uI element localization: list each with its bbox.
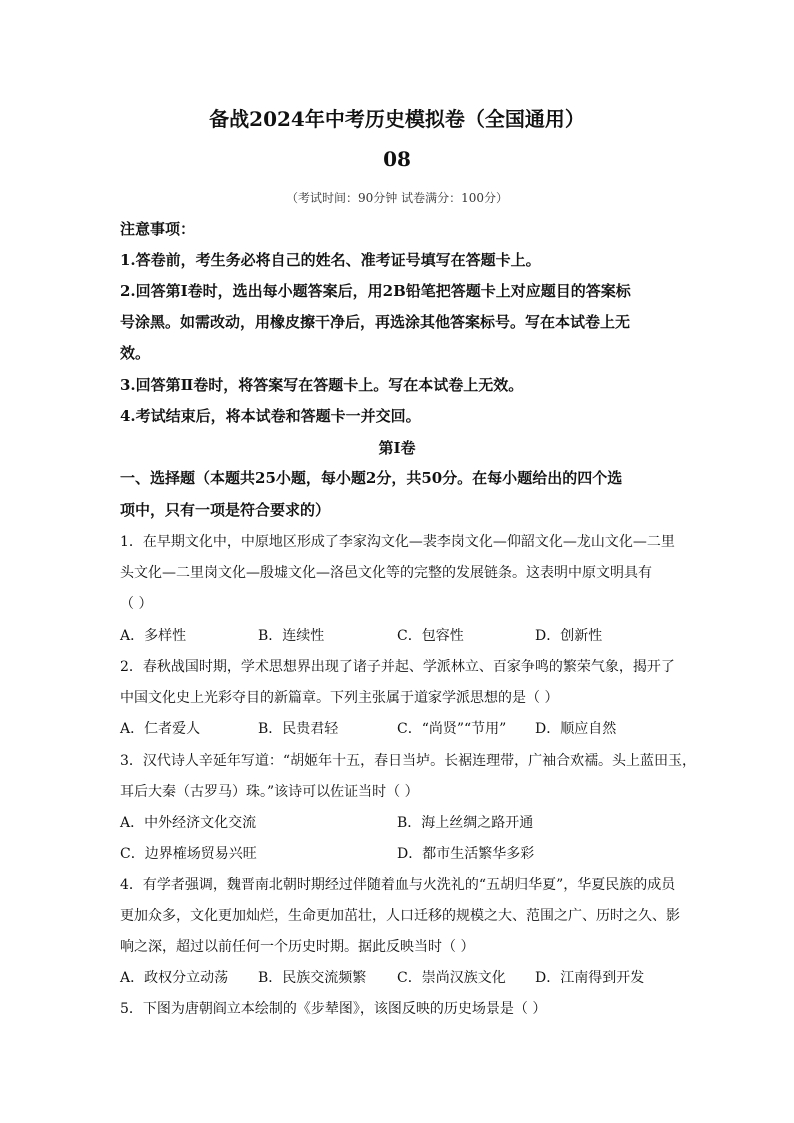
question-2-option-a[interactable]: A．仁者爱人 (120, 721, 201, 737)
question-3-option-b[interactable]: B．海上丝绸之路开通 (397, 815, 534, 831)
question-1-text: 头文化—二里岗文化—殷墟文化—洛邑文化等的完整的发展链条。这表明中原文明具有 (120, 565, 652, 581)
question-3-option-a[interactable]: A．中外经济文化交流 (120, 815, 257, 831)
question-3-option-d[interactable]: D．都市生活繁华多彩 (397, 846, 535, 862)
note-item: 号涂黑。如需改动，用橡皮擦干净后，再选涂其他答案标号。写在本试卷上无 (120, 313, 631, 331)
question-4-option-a[interactable]: A．政权分立动荡 (120, 970, 229, 986)
note-item: 3.回答第Ⅱ卷时，将答案写在答题卡上。写在本试卷上无效。 (120, 376, 524, 394)
note-item: 2.回答第Ⅰ卷时，选出每小题答案后，用2B铅笔把答题卡上对应题目的答案标 (120, 282, 631, 300)
question-4-text: 响之深，超过以前任何一个历史时期。据此反映当时（ ） (120, 939, 475, 955)
question-4-text: 4．有学者强调，魏晋南北朝时期经过伴随着血与火洗礼的“五胡归华夏”，华夏民族的成员 (120, 877, 676, 893)
exam-info: （考试时间：90分钟 试卷满分：100分） (286, 191, 508, 205)
question-2-option-c[interactable]: C．“尚贤”“节用” (397, 721, 507, 737)
question-4-option-c[interactable]: C．崇尚汉族文化 (397, 970, 506, 986)
question-3-option-c[interactable]: C．边界榷场贸易兴旺 (120, 846, 257, 862)
note-item: 1.答卷前，考生务必将自己的姓名、准考证号填写在答题卡上。 (120, 251, 541, 269)
question-3-text: 耳后大秦（古罗马）珠。”该诗可以佐证当时（ ） (120, 784, 419, 800)
question-1-option-c[interactable]: C．包容性 (397, 628, 464, 644)
section-heading: 项中，只有一项是符合要求的） (120, 501, 331, 519)
question-1-option-a[interactable]: A．多样性 (120, 628, 187, 644)
section-heading: 一、选择题（本题共25小题，每小题2分，共50分。在每小题给出的四个选 (120, 469, 623, 487)
question-2-option-d[interactable]: D．顺应自然 (535, 721, 617, 737)
question-2-option-b[interactable]: B．民贵君轻 (258, 721, 339, 737)
question-2-text: 中国文化史上光彩夺目的新篇章。下列主张属于道家学派思想的是（ ） (120, 690, 559, 706)
question-1-text: 1．在早期文化中，中原地区形成了李家沟文化—裴李岗文化—仰韶文化—龙山文化—二里 (120, 534, 675, 550)
question-4-option-b[interactable]: B．民族交流频繁 (258, 970, 367, 986)
question-1-option-b[interactable]: B．连续性 (258, 628, 325, 644)
exam-number: 08 (383, 147, 411, 171)
exam-title: 备战2024年中考历史模拟卷（全国通用） (209, 107, 585, 131)
question-1-text: （ ） (120, 596, 153, 612)
question-3-text: 3．汉代诗人辛延年写道：“胡姬年十五，春日当垆。长裾连理带，广袖合欢襦。头上蓝田玉， (120, 753, 697, 769)
note-item: 4.考试结束后，将本试卷和答题卡一并交回。 (120, 407, 421, 425)
volume-title: 第Ⅰ卷 (378, 439, 416, 457)
notes-heading: 注意事项： (120, 220, 196, 238)
question-1-option-d[interactable]: D．创新性 (535, 628, 603, 644)
question-4-text: 更加众多，文化更加灿烂，生命更加茁壮，人口迁移的规模之大、范围之广、历时之久、影 (120, 908, 680, 924)
question-2-text: 2．春秋战国时期，学术思想界出现了诸子并起、学派林立、百家争鸣的繁荣气象，揭开了 (120, 659, 675, 675)
question-5-text: 5．下图为唐朝阎立本绘制的《步辇图》，该图反映的历史场景是（ ） (120, 1001, 547, 1017)
note-item: 效。 (120, 344, 151, 362)
question-4-option-d[interactable]: D．江南得到开发 (535, 970, 645, 986)
